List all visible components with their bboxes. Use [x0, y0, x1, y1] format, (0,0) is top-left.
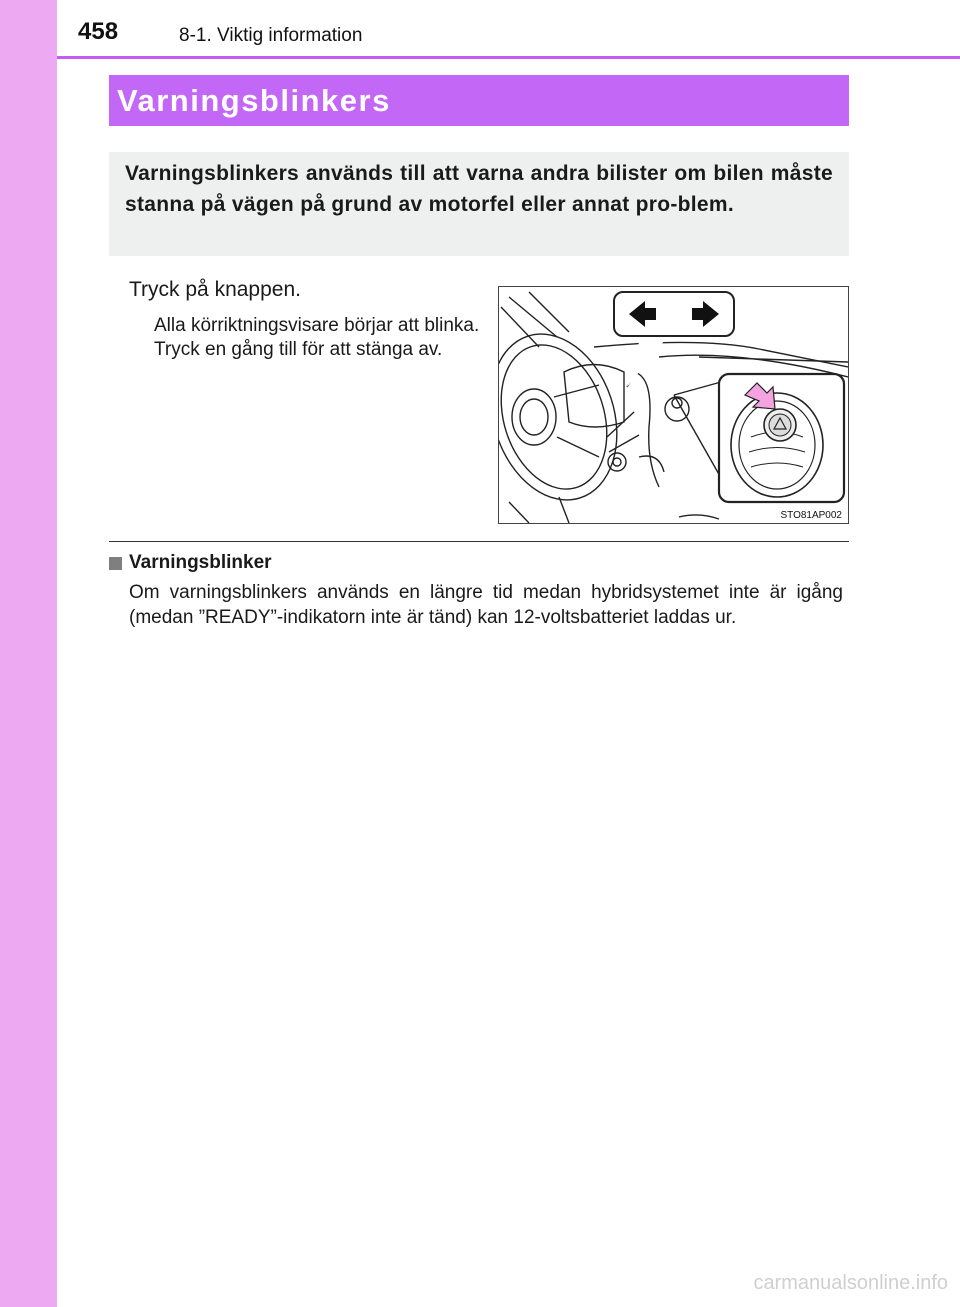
note-heading	[109, 552, 272, 574]
note-heading-text: Varningsblinker	[129, 552, 272, 573]
note-text: Om varningsblinkers används en längre tid medan hybridsystemet inte är igång (medan ”READY”-indikatorn inte är tänd) kan 12-voltsbatteriet laddas ur.	[129, 582, 843, 628]
hazard-zoom-panel	[719, 374, 844, 502]
dashboard-drawing	[499, 287, 848, 523]
hazard-button-illustration	[498, 286, 849, 524]
step-title: Tryck på knappen.	[129, 278, 301, 301]
title-bar	[109, 75, 849, 126]
square-bullet-icon	[109, 557, 122, 570]
page-number: 458	[78, 18, 119, 45]
intro-box	[109, 152, 849, 256]
step-line-2: Tryck en gång till för att stänga av.	[154, 339, 443, 360]
arrow-callout	[614, 292, 734, 387]
watermark: carmanualsonline.info	[753, 1272, 948, 1294]
step-body	[154, 314, 480, 362]
figure-code: STO81AP002	[780, 510, 842, 521]
side-strip	[0, 0, 57, 1307]
intro-text: Varningsblinkers används till att varna andra bilister om bilen måste stanna på vägen på grund av motorfel eller annat pro-blem.	[125, 162, 833, 216]
page-title: Varningsblinkers	[117, 83, 391, 118]
section-label: 8-1. Viktig information	[179, 25, 363, 46]
note-body	[129, 580, 843, 630]
section-divider	[109, 541, 849, 542]
step-line-1: Alla körriktningsvisare börjar att blinka.	[154, 315, 480, 336]
header-rule	[57, 56, 960, 59]
